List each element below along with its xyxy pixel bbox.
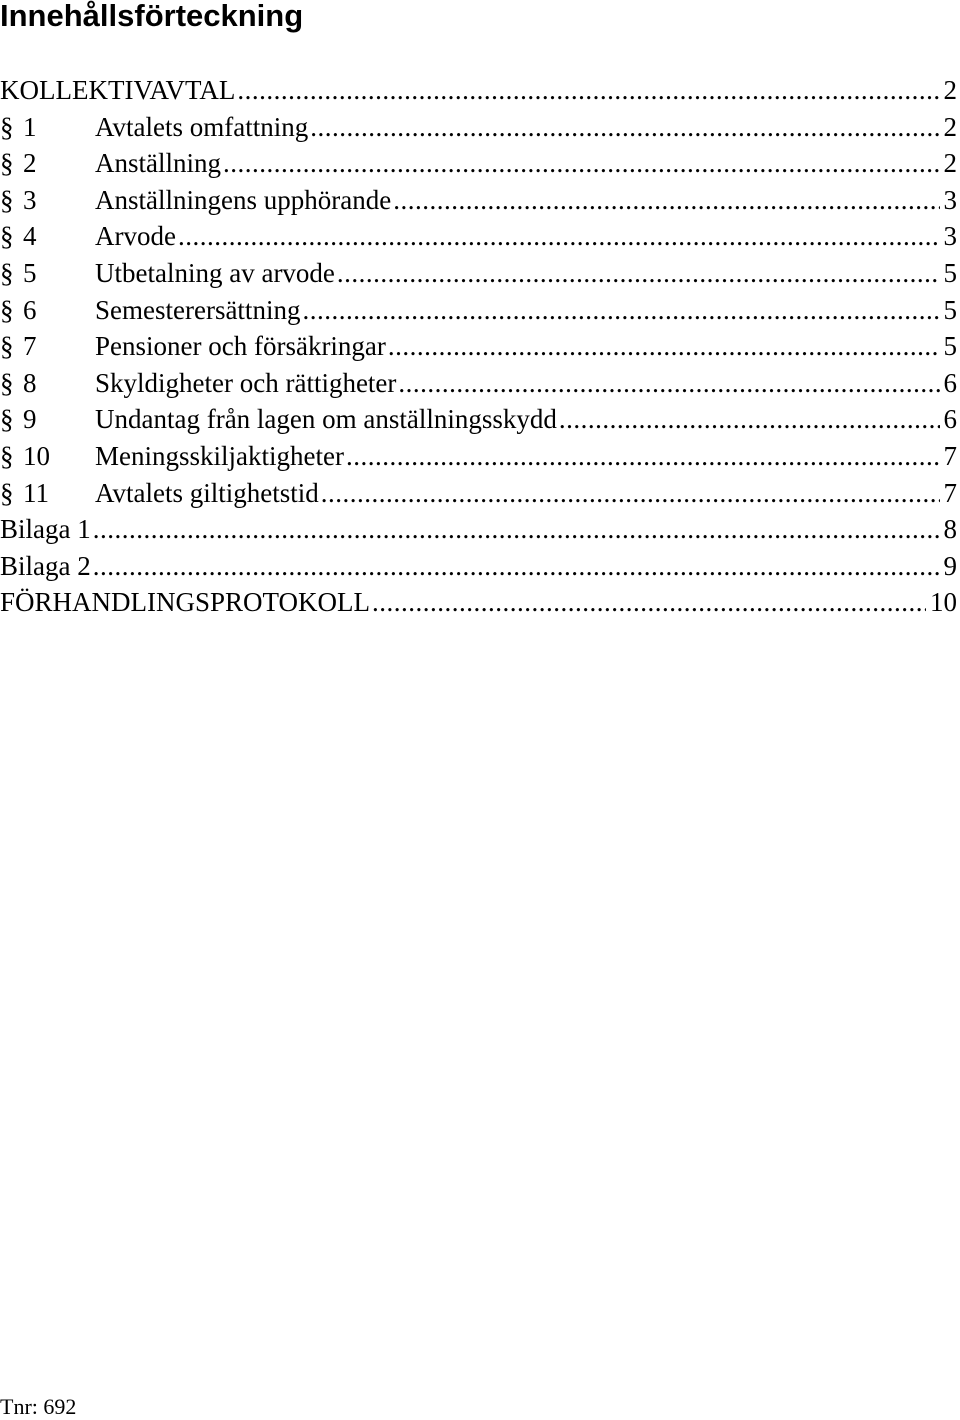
toc-entry-page: 5 [943,331,957,362]
toc-entry-section-8[interactable] [0,365,960,402]
section-sign: § [0,440,14,471]
dot-leader [398,365,939,402]
toc-entry-bilaga-1[interactable] [0,511,960,548]
toc-entry-page: 2 [943,75,957,105]
toc-entry-title: Anställning [95,148,221,179]
toc-entry-title: Arvode [95,221,176,252]
section-sign: § [0,294,14,325]
section-number: 5 [23,257,37,288]
section-sign: § [0,477,14,508]
dot-leader [178,218,940,255]
toc-entry-page: 2 [943,148,957,179]
toc-entry-title: Meningsskiljaktigheter [95,440,344,471]
section-sign: § [0,111,14,142]
toc-entry-page: 6 [943,404,957,435]
section-sign: § [0,257,14,288]
toc-entry-section-3[interactable] [0,182,960,219]
section-sign: § [0,221,14,252]
toc-entry-page: 5 [943,257,957,288]
toc-entry-kollektivavtal[interactable] [0,72,960,109]
section-sign: § [0,331,14,362]
toc-entry-page: 10 [930,587,957,618]
dot-leader [223,145,940,182]
toc-entry-page: 2 [943,111,957,142]
section-number: 10 [23,440,50,471]
toc-entry-page: 7 [943,440,957,471]
toc-entry-title: FÖRHANDLINGSPROTOKOLL [0,587,371,618]
section-sign: § [0,367,14,398]
section-number: 2 [23,148,37,179]
dot-leader [393,182,939,219]
dot-leader [93,548,940,585]
toc-entry-title: Utbetalning av arvode [95,257,335,288]
section-number: 9 [23,404,37,435]
toc-entry-section-1[interactable] [0,109,960,146]
dot-leader [559,401,940,438]
toc-entry-title: Undantag från lagen om anställningsskydd [95,404,557,435]
section-number: 6 [23,294,37,325]
dot-leader [372,584,926,621]
section-number: 3 [23,184,37,215]
toc-entry-bilaga-2[interactable] [0,548,960,585]
document-reference-number: Tnr: 692 [0,1394,77,1419]
toc-entry-page: 6 [943,367,957,398]
toc-entry-title: Bilaga 1 [0,514,91,545]
toc-entry-title: KOLLEKTIVAVTAL [0,75,236,105]
table-of-contents [0,72,960,621]
dot-leader [346,438,940,475]
toc-entry-section-6[interactable] [0,292,960,329]
toc-entry-section-11[interactable] [0,475,960,512]
toc-entry-page: 5 [943,294,957,325]
toc-entry-section-10[interactable] [0,438,960,475]
toc-entry-title: Skyldigheter och rättigheter [95,367,397,398]
dot-leader [302,292,939,329]
dot-leader [237,72,939,109]
toc-entry-title: Bilaga 2 [0,550,91,581]
toc-heading: Innehållsförteckning [0,0,304,33]
toc-entry-page: 8 [943,514,957,545]
section-sign: § [0,148,14,179]
toc-entry-section-2[interactable] [0,145,960,182]
dot-leader [93,511,940,548]
toc-entry-forhandlingsprotokoll[interactable] [0,584,960,621]
section-sign: § [0,404,14,435]
toc-entry-page: 9 [943,550,957,581]
toc-entry-page: 7 [943,477,957,508]
section-number: 1 [23,111,37,142]
section-number: 7 [23,331,37,362]
toc-entry-section-9[interactable] [0,401,960,438]
section-number: 8 [23,367,37,398]
toc-entry-title: Pensioner och försäkringar [95,331,386,362]
dot-leader [388,328,940,365]
dot-leader [321,475,940,512]
section-sign: § [0,184,14,215]
toc-entry-title: Semesterersättning [95,294,301,325]
toc-entry-page: 3 [943,184,957,215]
toc-entry-title: Avtalets giltighetstid [95,477,319,508]
dot-leader [337,255,940,292]
section-number: 4 [23,221,37,252]
toc-entry-title: Avtalets omfattning [95,111,309,142]
toc-entry-section-7[interactable] [0,328,960,365]
toc-entry-section-4[interactable] [0,218,960,255]
dot-leader [310,109,939,146]
toc-entry-title: Anställningens upphörande [95,184,392,215]
section-number: 11 [23,477,49,508]
toc-entry-page: 3 [943,221,957,252]
toc-entry-section-5[interactable] [0,255,960,292]
